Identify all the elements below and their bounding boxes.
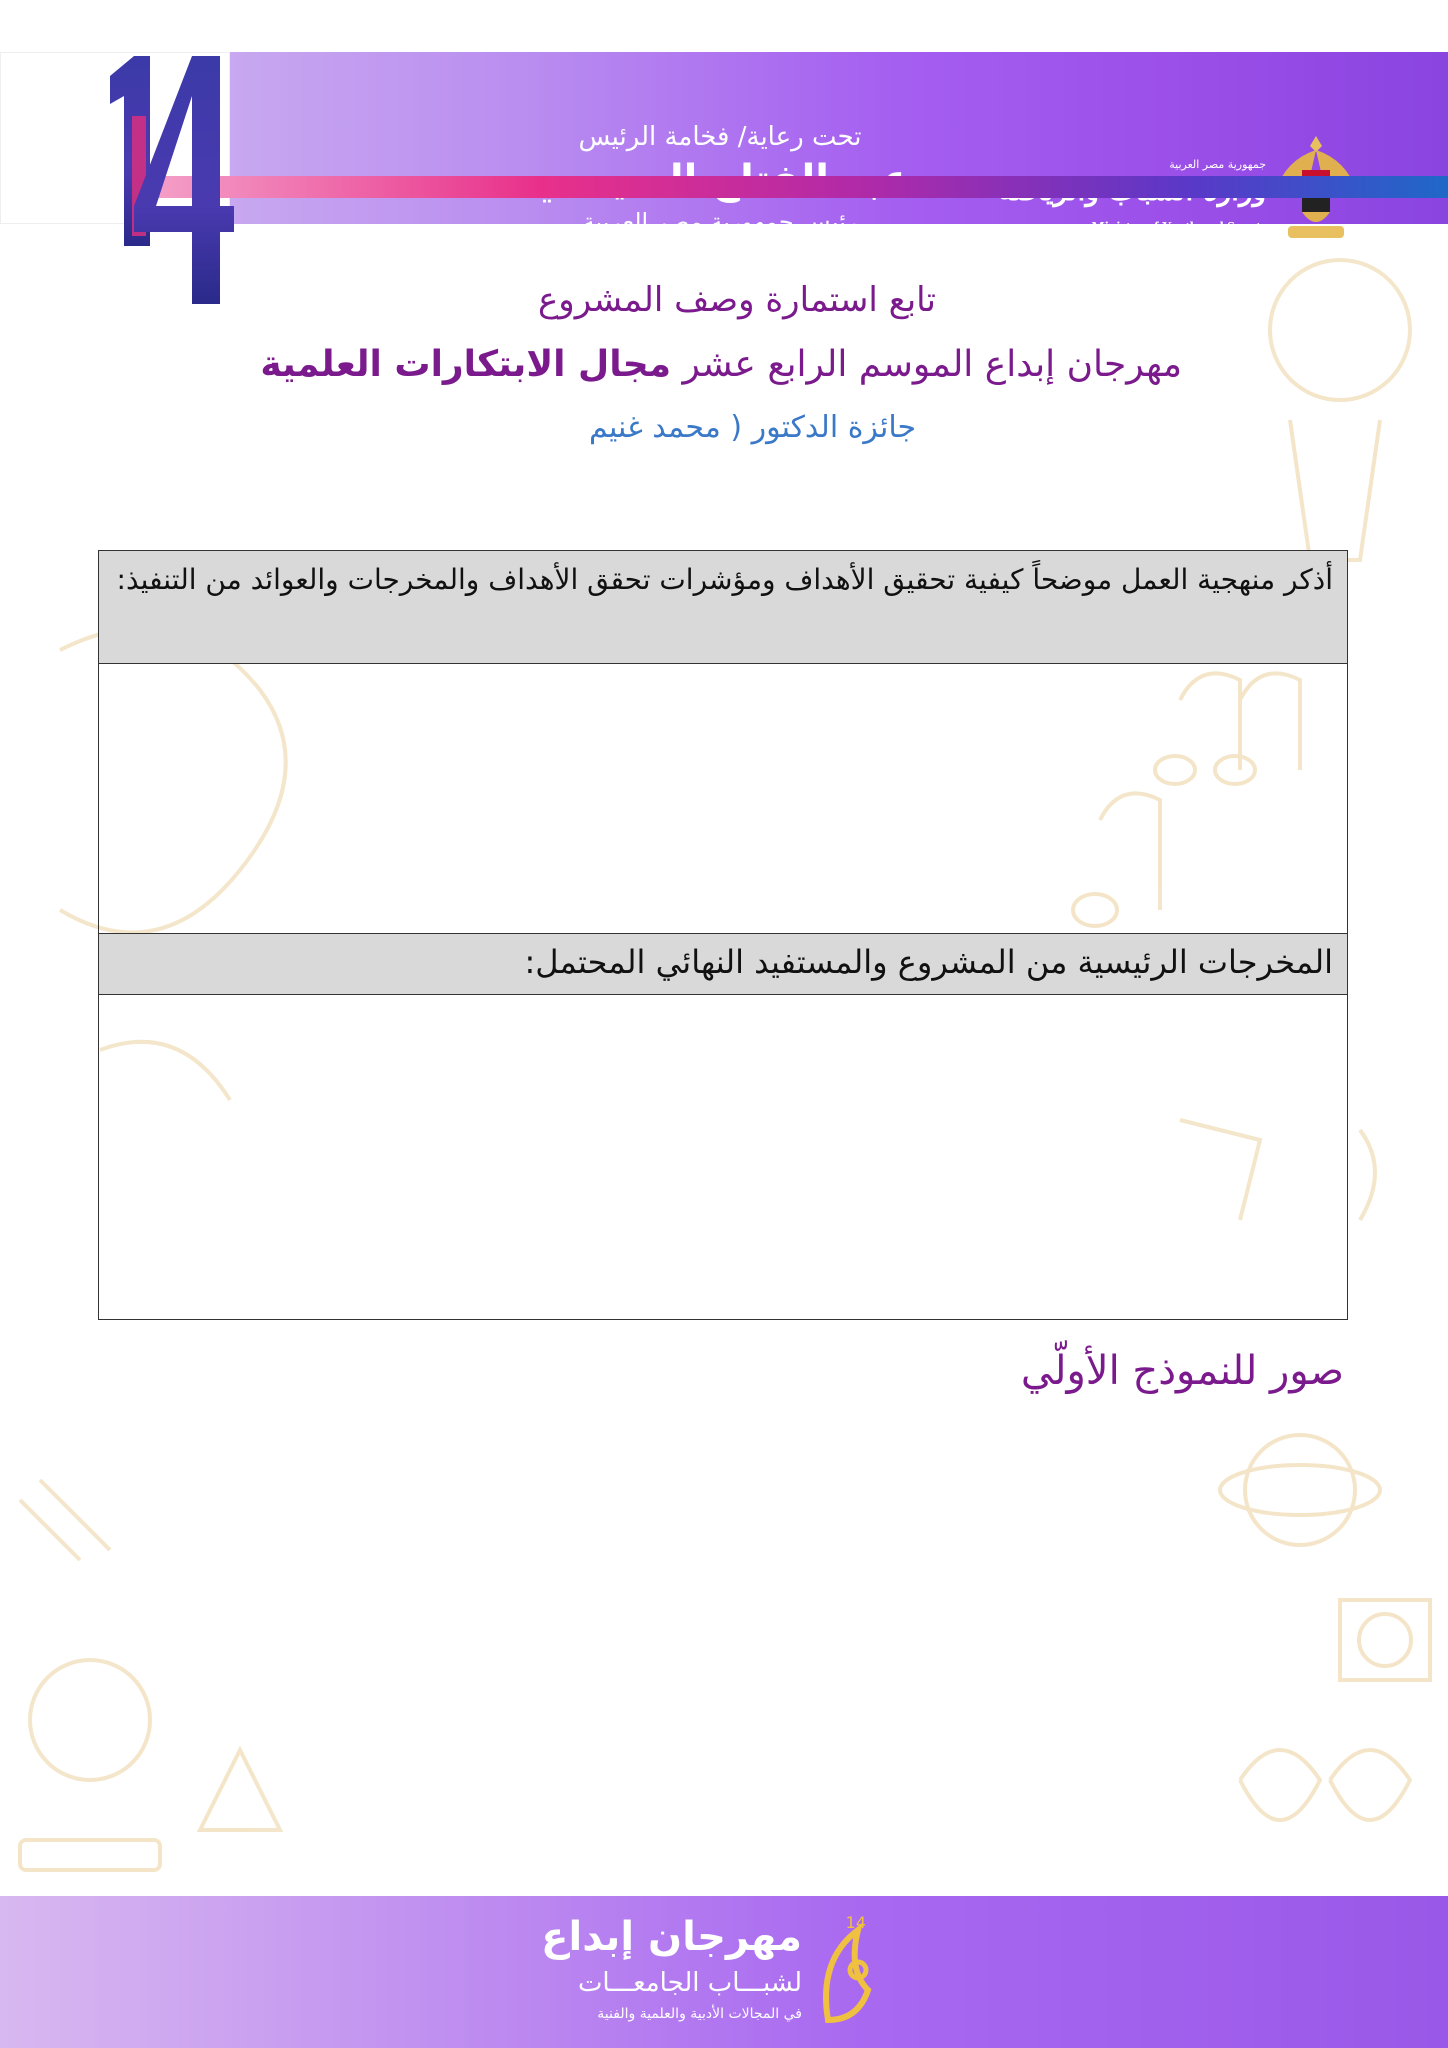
festival-field: مجال الابتكارات العلمية xyxy=(260,344,671,385)
question-outputs xyxy=(99,934,1347,995)
festival-title-regular: مهرجان إبداع الموسم الرابع عشر xyxy=(671,344,1182,385)
ministry-name-english: Ministry of Youth and Sports xyxy=(1091,220,1266,235)
prototype-photos-heading: صور للنموذج الأولّي xyxy=(1020,1348,1344,1394)
ministry-country: جمهورية مصر العربية xyxy=(1169,158,1266,171)
answer-methodology-field[interactable] xyxy=(99,664,1347,934)
answer-outputs-field[interactable] xyxy=(99,995,1347,1318)
festival-logo xyxy=(541,1910,890,2030)
sponsor-line-3: رئيس جمهورية مصر العربية xyxy=(582,208,858,236)
footer-banner xyxy=(0,1896,1448,2048)
form-title: تابع استمارة وصف المشروع xyxy=(538,280,936,320)
question-methodology xyxy=(99,551,1347,664)
answer-outputs-text xyxy=(99,995,1347,1001)
question-outputs-text: المخرجات الرئيسية من المشروع والمستفيد النهائي المحتمل: xyxy=(524,943,1333,981)
festival-title xyxy=(260,344,1182,385)
sponsor-line-1: تحت رعاية/ فخامة الرئيس xyxy=(578,122,862,152)
festival-emblem-number: 14 xyxy=(845,1913,866,1932)
award-title: جائزة الدكتور ( محمد غنيم xyxy=(589,410,916,445)
festival-emblem-icon xyxy=(808,1910,890,2030)
festival-logo-subtitle: لشبـــاب الجامعـــات xyxy=(577,1968,802,1998)
festival-logo-title: مهرجان إبداع xyxy=(541,1914,802,1960)
question-methodology-text: أذكر منهجية العمل موضحاً كيفية تحقيق الأهداف ومؤشرات تحقق الأهداف والمخرجات والعوائد من التنفيذ: xyxy=(116,563,1333,596)
answer-methodology-text xyxy=(99,664,1347,670)
festival-logo-tagline: في المجالات الأدبية والعلمية والفنية xyxy=(597,2006,802,2022)
header-stripe xyxy=(150,176,1448,198)
project-form-table xyxy=(98,550,1348,1320)
season-14-logo xyxy=(104,56,234,304)
